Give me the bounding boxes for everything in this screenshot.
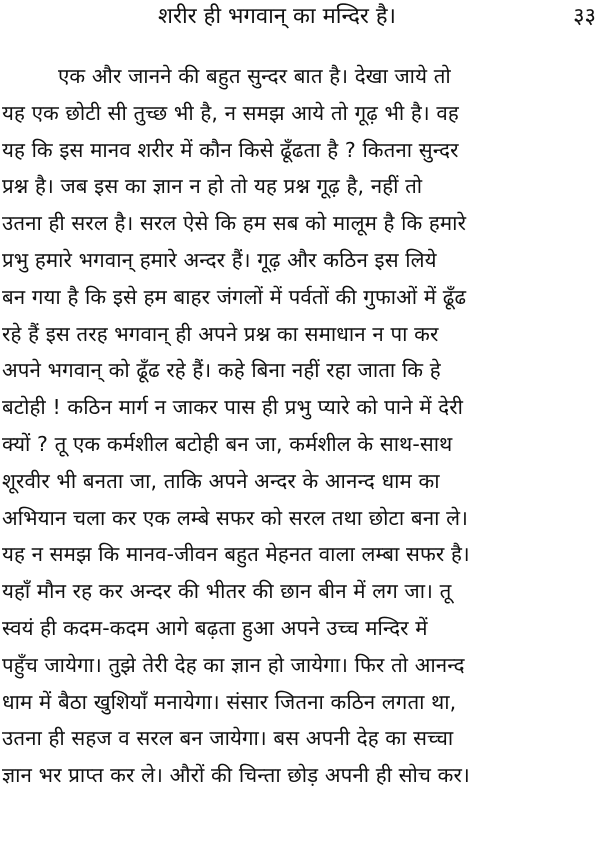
text-line: धाम में बैठा खुशियाँ मनायेगा। संसार जितना कठिन लगता था, [2, 689, 457, 714]
text-line: यह न समझ कि मानव-जीवन बहुत मेहनत वाला लम्बा सफर है। [2, 542, 470, 567]
text-line: पहुँच जायेगा। तुझे तेरी देह का ज्ञान हो जायेगा। फिर तो आनन्द [2, 652, 465, 677]
text-line: यह एक छोटी सी तुच्छ भी है, न समझ आये तो गूढ़ भी है। वह [2, 100, 459, 125]
text-line: उतना ही सहज व सरल बन जायेगा। बस अपनी देह का सच्चा [2, 726, 454, 751]
text-line: बटोही ! कठिन मार्ग न जाकर पास ही प्रभु प्यारे को पाने में देरी [2, 395, 464, 420]
text-line: स्वयं ही कदम-कदम आगे बढ़ता हुआ अपने उच्च मन्दिर में [2, 615, 428, 640]
text-line: यहाँ मौन रह कर अन्दर की भीतर की छान बीन में लग जा। तू [2, 579, 452, 604]
text-line: प्रभु हमारे भगवान् हमारे अन्दर हैं। गूढ़ और कठिन इस लिये [2, 247, 437, 272]
page-number: ३३ [573, 4, 596, 29]
text-line: अपने भगवान् को ढूँढ रहे हैं। कहे बिना नहीं रहा जाता कि हे [2, 358, 441, 383]
text-line: यह कि इस मानव शरीर में कौन किसे ढूँढता है ? कितना सुन्दर [2, 137, 459, 162]
paragraph [0, 58, 600, 794]
text-line: ज्ञान भर प्राप्त कर ले। औरों की चिन्ता छोड़ अपनी ही सोच कर। [2, 763, 470, 788]
text-line: क्यों ? तू एक कर्मशील बटोही बन जा, कर्मशील के साथ-साथ [2, 431, 453, 456]
text-line: प्रश्न है। जब इस का ज्ञान न हो तो यह प्रश्न गूढ़ है, नहीं तो [2, 174, 423, 199]
text-line: रहे हैं इस तरह भगवान् ही अपने प्रश्न का समाधान न पा कर [2, 321, 439, 346]
text-line: शूरवीर भी बनता जा, ताकि अपने अन्दर के आनन्द धाम का [2, 468, 440, 493]
text-line: उतना ही सरल है। सरल ऐसे कि हम सब को मालूम है कि हमारे [2, 211, 467, 236]
text-line: अभियान चला कर एक लम्बे सफर को सरल तथा छोटा बना ले। [2, 505, 468, 530]
running-header [0, 0, 600, 40]
text-line: एक और जानने की बहुत सुन्दर बात है। देखा जाये तो [58, 64, 451, 88]
chapter-title: शरीर ही भगवान् का मन्दिर है। [158, 4, 396, 29]
text-line: बन गया है कि इसे हम बाहर जंगलों में पर्वतों की गुफाओं में ढूँढ [2, 284, 467, 309]
